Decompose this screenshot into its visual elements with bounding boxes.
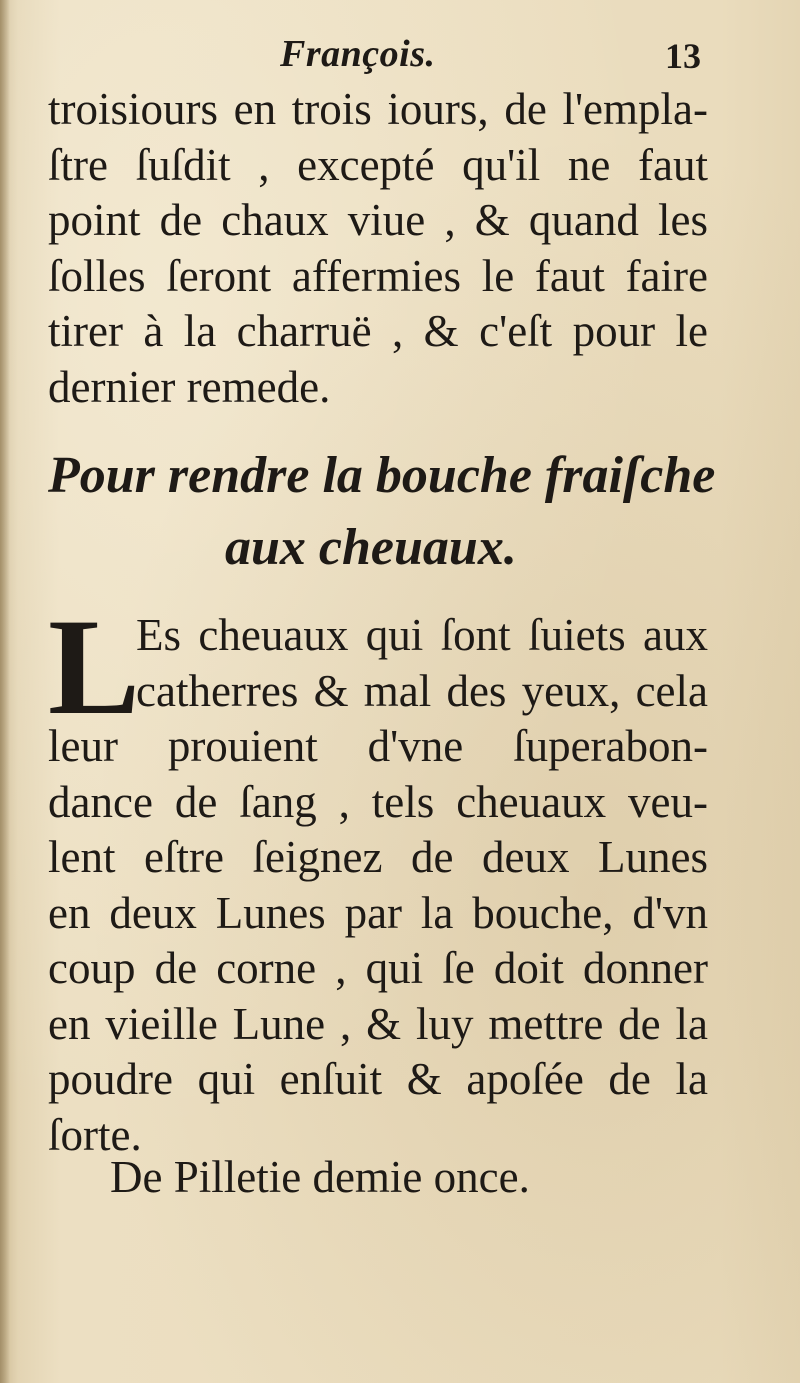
text-line: leur prouient d'vne ſuperabon- (48, 721, 708, 771)
text-line: poudre qui enſuit & apoſée de la (48, 1054, 708, 1104)
text-line: ſorte. (48, 1109, 142, 1160)
text-line: point de chaux viue , & quand les (48, 195, 708, 245)
paragraph-body (48, 590, 708, 1163)
text-line: lent eſtre ſeignez de deux Lunes (48, 832, 708, 882)
text-line: en vieille Lune , & luy mettre de la (48, 998, 708, 1049)
running-head: François. (280, 33, 436, 75)
text-line: ſolles ſeront affermies le faut faire (48, 250, 708, 301)
page-number: 13 (665, 36, 701, 76)
text-line: dance de ſang , tels cheuaux veu- (48, 776, 708, 827)
text-line: dernier remede. (48, 361, 331, 412)
text-line: catherres & mal des yeux, cela (136, 665, 708, 716)
recipe-line: De Pilletie demie once. (110, 1152, 530, 1202)
text-line: en deux Lunes par la bouche, d'vn (48, 887, 708, 938)
text-line: tirer à la charruë , & c'eſt pour le (48, 306, 708, 356)
gutter-shadow (0, 0, 10, 1383)
text-line: Es cheuaux qui ſont ſuiets aux (136, 610, 708, 660)
text-line: troisiours en trois iours, de l'empla- (48, 84, 708, 134)
heading-line: Pour rendre la bouche fraiſche (48, 447, 716, 504)
text-line: coup de corne , qui ſe doit donner (48, 943, 708, 993)
page-header (0, 30, 800, 82)
paragraph-continuation (48, 82, 708, 415)
heading-line: aux cheuaux. (225, 519, 517, 576)
text-line: ſtre ſuſdit , excepté qu'il ne faut (48, 139, 708, 190)
drop-cap: L (48, 590, 141, 743)
